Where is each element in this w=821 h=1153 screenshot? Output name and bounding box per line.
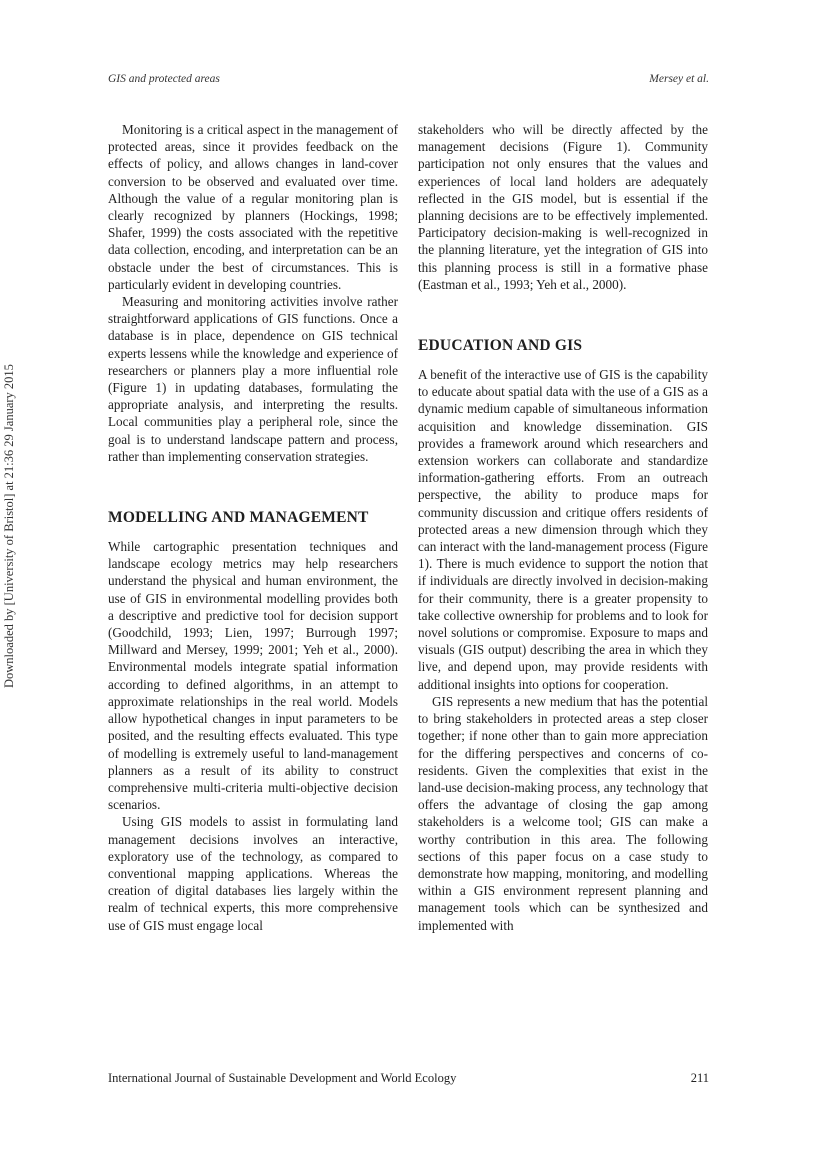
paragraph: Using GIS models to assist in formulating land management decisions involves an interactive, exploratory use of the technology, as compared to conventional mapping applications. Whereas the creation of digital databases lies largely within the realm of technical experts, this more comprehensive use of GIS must engage local: [108, 814, 398, 933]
paragraph: stakeholders who will be directly affected by the management decisions (Figure 1). Community participation not only ensures that the values and experiences of local land holders are adequately reflected in the GIS model, but is essential if the planning decisions are to be effectively implemented. Participatory decision-making is well-recognized in the planning literature, yet the integration of GIS into this planning process is still in a formative phase (Eastman et al., 1993; Yeh et al., 2000).: [418, 122, 708, 292]
section-heading-modelling: MODELLING AND MANAGEMENT: [108, 509, 369, 527]
page-number: 211: [690, 1071, 709, 1085]
right-column: [418, 121, 708, 934]
running-head-authors: Mersey et al.: [649, 73, 709, 85]
paragraph: Monitoring is a critical aspect in the management of protected areas, since it provides feedback on the effects of policy, and allows changes in land-cover conversion to be observed and evaluated over time. Although the value of a regular monitoring plan is clearly recognized by planners (Hockings, 1998; Shafer, 1999) the costs associated with the repetitive data collection, encoding, and interpretation can be an obstacle under the best of circumstances. This is particularly evident in developing countries.: [108, 122, 398, 292]
running-head-title: GIS and protected areas: [108, 73, 220, 85]
left-column: [108, 121, 398, 934]
footer-journal: International Journal of Sustainable Development and World Ecology: [108, 1071, 457, 1085]
section-heading-education: EDUCATION AND GIS: [418, 337, 583, 355]
paragraph: Measuring and monitoring activities involve rather straightforward applications of GIS functions. Once a database is in place, dependence on GIS technical experts lessens while the knowledge and experience of researchers or planners play a more influential role (Figure 1) in updating databases, formulating the appropriate analysis, and interpreting the results. Local communities play a peripheral role, since the goal is to understand landscape pattern and process, rather than implementing conservation strategies.: [108, 294, 398, 464]
paragraph: While cartographic presentation techniques and landscape ecology metrics may help researchers understand the physical and human environment, the use of GIS in environmental modelling provides both a descriptive and predictive tool for decision support (Goodchild, 1993; Lien, 1997; Burrough 1997; Millward and Mersey, 1999; 2001; Yeh et al., 2000). Environmental models integrate spatial information according to defined algorithms, in an attempt to approximate relationships in the real world. Models allow hypothetical changes in input parameters to be posited, and the resulting effects evaluated. This type of modelling is extremely useful to land-management planners as a result of its ability to construct comprehensive multi-criteria multi-objective decision scenarios.: [108, 539, 398, 813]
paragraph: A benefit of the interactive use of GIS is the capability to educate about spatial data with the use of a GIS as a dynamic medium capable of simultaneous information acquisition and knowledge dissemination. GIS provides a framework around which researchers and extension workers can collaborate and standardize information-gathering efforts. From an outreach perspective, the ability to produce maps for community discussion and critique offers residents of protected areas a new dimension through which they can interact with the land-management process (Figure 1). There is much evidence to support the notion that if individuals are directly involved in decision-making for their community, there is a greater propensity to take collective ownership for problems and to look for novel solutions or compromise. Exposure to maps and visuals (GIS output) describing the area in which they live, and depend upon, may provide residents with additional insights into options for cooperation.: [418, 367, 709, 692]
download-watermark: Downloaded by [University of Bristol] at 21:36 29 January 2015: [2, 364, 16, 688]
paragraph: GIS represents a new medium that has the potential to bring stakeholders in protected areas a step closer together; if none other than to gain more appreciation for the differing perspectives and concerns of co-residents. Given the complexities that exist in the land-use decision-making process, any technology that offers the advantage of closing the gap among stakeholders is a welcome tool; GIS can make a worthy contribution in this area. The following sections of this paper focus on a case study to demonstrate how mapping, monitoring, and modelling within a GIS environment represent planning and management tools which can be synthesized and implemented with: [418, 693, 708, 933]
